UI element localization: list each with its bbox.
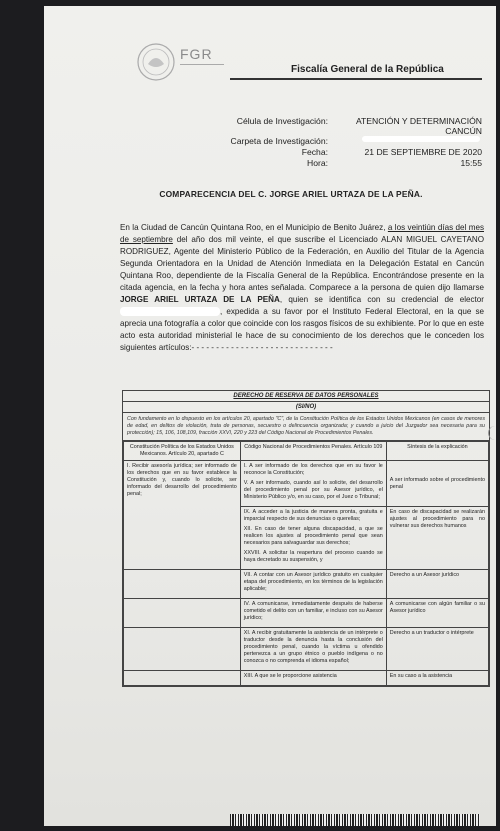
fgr-logo <box>136 42 246 82</box>
logo-text: FGR <box>180 46 213 62</box>
table-cell <box>386 599 488 628</box>
cell-text: En su caso a la asistencia <box>389 673 453 679</box>
document-page <box>44 6 496 826</box>
celula-label: Célula de Investigación: <box>236 116 328 126</box>
institution-title: Fiscalía General de la República <box>291 64 444 75</box>
column-header: Código Nacional de Procedimientos Penales. Artículo 109 <box>240 442 386 461</box>
body-p4: , expedida a su favor por el Instituto Federal Electoral, en la que se aprecia una fotografía a color que coincide con los rasgos físicos de su exhibiente. Por lo que en este acto esta autoridad ministerial le hace de su conocimiento de los derechos que le conceden los siguientes artículos:- - - - - - - - - - - - - - - - - - - - - - - - - - - - - <box>120 307 484 352</box>
cell-text: I. A ser informado de los derechos que en su favor le reconoce la Constitución; <box>243 463 383 476</box>
cell-text: XXVIII. A solicitar la reapertura del proceso cuando se haya decretado su suspensión, y <box>243 550 383 563</box>
table-cell <box>124 628 241 671</box>
cell-text: A comunicarse con algún familiar o su Asesor jurídico <box>389 601 485 614</box>
barcode <box>230 814 480 826</box>
cell-text: V. A ser informado, cuando así lo solicite, del desarrollo del procedimiento penal por su Asesor jurídico, el Ministerio Público y/o, en su caso, por el Juez o Tribunal; <box>243 480 383 500</box>
carpeta-label: Carpeta de Investigación: <box>230 136 328 146</box>
hora-label: Hora: <box>306 158 328 168</box>
table-cell <box>124 671 241 686</box>
table-cell <box>386 461 488 507</box>
table-subheading: (SI/NO) <box>123 402 489 413</box>
table-intro: Con fundamento en lo dispuesto en los artículos 20, apartado "C", de la Constitución Política de los Estados Unidos Mexicanos (en casos de menores de edad, en delitos de violación, trata de personas, secuestro o delincuencia organizada; y cuando a juicio del Juzgador sea necesaria para su protección); 15, 106, 108,109, fracción XXVI, 220 y 223 del Código Nacional de Procedimientos Penales. <box>123 413 489 441</box>
table-cell <box>240 671 386 686</box>
fecha-value: 21 DE SEPTIEMBRE DE 2020 <box>364 147 482 157</box>
body-date-underlined: a los veintiún días del mes de septiembre <box>120 223 484 244</box>
page-fold-mark <box>488 426 496 440</box>
table-cell <box>240 507 386 570</box>
table-cell <box>240 461 386 507</box>
table-row <box>124 461 489 507</box>
body-paragraph <box>120 222 484 354</box>
cell-text: VII. A contar con un Asesor jurídico gratuito en cualquier etapa del procedimiento, en los términos de la legislación aplicable; <box>243 572 383 592</box>
body-p3: , quien se identifica con su credencial de elector <box>279 295 484 304</box>
rights-table <box>122 390 490 687</box>
national-seal-icon <box>136 42 176 82</box>
table-row <box>124 671 489 686</box>
celula-city: CANCÚN <box>445 126 482 136</box>
table-cell <box>386 570 488 599</box>
header-rule <box>230 78 482 80</box>
table-cell <box>386 507 488 570</box>
fecha-label: Fecha: <box>301 147 328 157</box>
cell-text: XII. En caso de tener alguna discapacidad, a que se realicen los ajustes al procedimiento penal que sean necesarios para salvaguardar sus derechos; <box>243 526 383 546</box>
table-header-row <box>124 442 489 461</box>
column-header: Síntesis de la explicación <box>386 442 488 461</box>
hora-value: 15:55 <box>460 158 482 168</box>
cell-text: I. Recibir asesoría jurídica; ser informado de los derechos que en su favor establece la Constitución y, cuando lo solicite, ser informado del desarrollo del procedimiento penal; <box>127 463 237 497</box>
redaction-mark <box>120 307 220 316</box>
celula-value: ATENCIÓN Y DETERMINACIÓN <box>355 116 482 126</box>
table-heading: DERECHO DE RESERVA DE DATOS PERSONALES <box>123 391 489 402</box>
cell-text: En caso de discapacidad se realizarán ajustes al procedimiento para no vulnerar sus derechos humanos <box>389 509 485 529</box>
table-cell <box>386 628 488 671</box>
compareciente-name: JORGE ARIEL URTAZA DE LA PEÑA <box>120 295 280 304</box>
table-row <box>124 599 489 628</box>
rights-grid <box>123 441 489 686</box>
body-p2: del año dos mil veinte, el que suscribe el Licenciado ALAN MIGUEL CAYETANO RODRIGUEZ, Agente del Ministerio Público de la Federación, en Auxilio del Titular de la Agencia Segunda Orientadora en la Unidad de Atención Inmediata en la Delegación Estatal en Cancún Quintana Roo, dependiente de la Fiscalía General de la República. Encontrándose presente en la citada agencia, en la fecha y hora antes señalada. Comparece a la persona de quien dijo llamarse <box>120 235 485 292</box>
table-row <box>124 628 489 671</box>
cell-text: IV. A comunicarse, inmediatamente después de haberse cometido el delito con un familiar, e incluso con su Asesor jurídico; <box>243 601 383 621</box>
cell-text: XI. A recibir gratuitamente la asistencia de un intérprete o traductor desde la denuncia hasta la conclusión del procedimiento penal, cuando la víctima u ofendido pertenezca a un grupo étnico o pueblo indígena o no conozca o no comprenda el idioma español; <box>243 630 383 664</box>
table-cell <box>124 570 241 599</box>
table-cell <box>240 570 386 599</box>
cell-text: A ser informado sobre el procedimiento penal <box>389 477 485 490</box>
cell-text: Derecho a un Asesor jurídico <box>389 572 460 578</box>
document-title: COMPARECENCIA DEL C. JORGE ARIEL URTAZA DE LA PEÑA. <box>159 189 423 199</box>
table-cell <box>124 461 241 570</box>
cell-text: IX. A acceder a la justicia de manera pronta, gratuita e imparcial respecto de sus denuncias o querellas; <box>243 509 383 522</box>
logo-underline <box>180 64 224 74</box>
body-p1: En la Ciudad de Cancún Quintana Roo, en el Municipio de Benito Juárez, <box>120 223 386 232</box>
cell-text: XIII. A que se le proporcione asistencia <box>243 673 337 679</box>
table-cell <box>240 599 386 628</box>
redaction-mark <box>362 136 480 142</box>
table-cell <box>240 628 386 671</box>
column-header: Constitución Política de los Estados Unidos Mexicanos. Artículo 20, apartado C <box>124 442 241 461</box>
table-row <box>124 570 489 599</box>
table-cell <box>124 599 241 628</box>
table-cell <box>386 671 488 686</box>
cell-text: Derecho a un traductor o intérprete <box>389 630 474 636</box>
